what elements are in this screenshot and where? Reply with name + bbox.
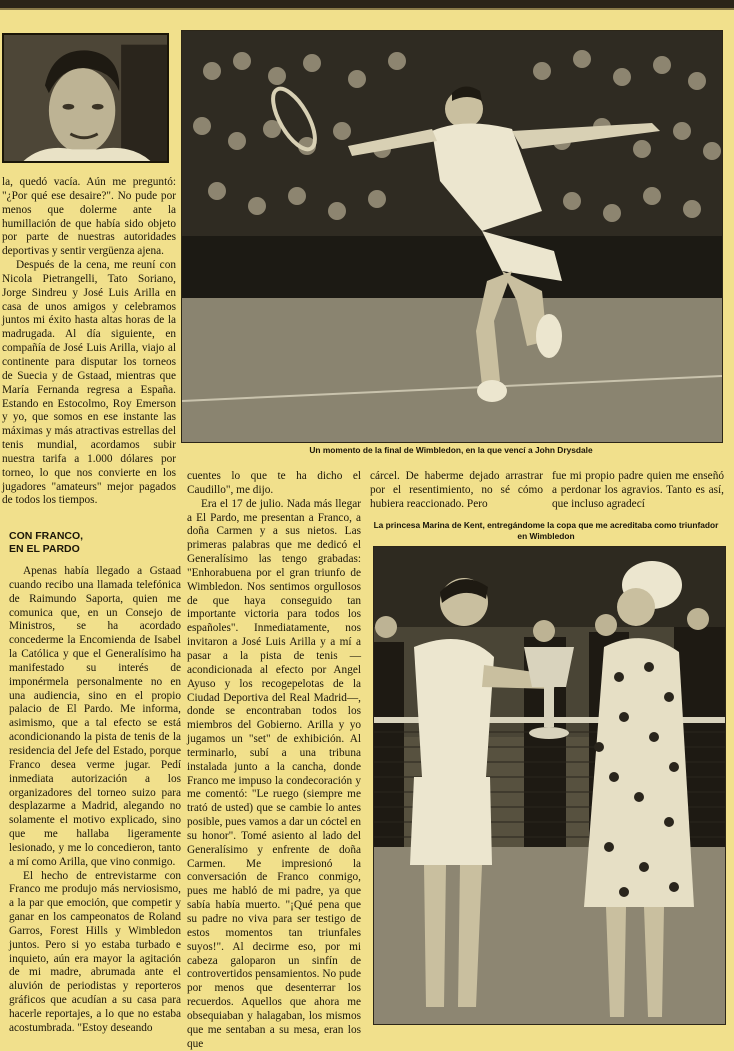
article-column-2 [187,470,361,1051]
portrait-image [4,35,167,161]
article-column-1-upper [2,176,176,508]
section-heading [9,530,181,556]
section-heading-line-1: CON FRANCO, [9,530,84,542]
paragraph: El hecho de entrevistarme con Franco me produjo más nerviosismo, a la par que emoción, que competir y ganar en los campeonatos de Roland Garros, Forest Hills y Wimbledon juntos. Pero si yo estaba turbado e inquieto, aún era mayor la agitación de mi madre, abrumada ante el aluvión de periodistas y reporteros gráficos que acudían a su casa para hacerle reportajes, a lo que no estaba acostumbrada. "Estoy deseando [9,869,181,1034]
paragraph: Apenas había llegado a Gstaad cuando recibo una llamada telefónica de Raimundo Saporta, quien me comunica que, en un Consejo de Ministros, se ha acordado concederme la Encomienda de Isabel la Católica y que el Generalísimo ha manifestado su interés de imponérmela personalmente no en una audiencia, sino en el propio palacio de El Pardo. Me informa, asimismo, que a tal efecto se está acondicionando la pista de tenis de la residencia del Jefe del Estado, porque Franco desea verme jugar. Pedí inmediata autorización a los organizadores del torneo suizo para desplazarme a Madrid, alegando no solamente el motivo explicado, sino que me hallaba ligeramente lesionado, y me lo concedieron, tanto a mí como Arilla, que vino conmigo. [9,565,181,868]
article-column-1-lower [9,530,181,1036]
wimbledon-final-photo [181,30,723,443]
page-top-edge [0,0,734,8]
page-top-rule [0,8,734,10]
paragraph: fue mi propio padre quien me enseñó a perdonar los agravios. Tanto es así, que incluso agradecí [552,470,724,510]
trophy-image [374,547,725,1024]
wimbledon-final-caption: Un momento de la final de Wimbledon, en la que vencí a John Drysdale [309,445,593,455]
wimbledon-final-image [182,31,722,442]
portrait-photo [2,33,169,163]
trophy-caption: La princesa Marina de Kent, entregándome la copa que me acreditaba como triunfador en Wimbledon [373,520,719,541]
article-column-4 [552,470,724,512]
section-heading-line-2: EN EL PARDO [9,543,80,555]
article-column-3 [370,470,543,512]
paragraph: Después de la cena, me reuní con Nicola Pietrangelli, Tato Soriano, Jorge Sindreu y José Luis Arilla en casa de unos amigos y celebramos juntos mi éxito hasta altas horas de la madrugada. Al día siguiente, en compañía de José Luis Arilla, viajo al continente para disputar los torneos de Suecia y de Gstaad, mientras que María Fernanda regresa a España. Estando en Estocolmo, Roy Emerson y yo, que somos en ese instante las máximas y más atractivas estrellas del tenis mundial, acordamos subir nuestra tarifa a 1.000 dólares por torneo, lo que nos convierte en los jugadores "amateurs" mejor pagados de todos los tiempos. [2,259,176,507]
paragraph: la, quedó vacía. Aún me preguntó: "¿Por qué ese desaire?". No pude por menos que dolerme ante la humillación de que había sido objeto por parte de nuestras autoridades deportivas y sentir vergüenza ajena. [2,176,176,258]
paragraph: Era el 17 de julio. Nada más llegar a El Pardo, me presentan a Franco, a doña Carmen y a sus nietos. Las primeras palabras que me dedicó el Generalísimo las tengo grabadas: "Enhorabuena por el gran triunfo de Wimbledon. Nos sentimos orgullosos de que haya conseguido tan importante victoria para todos los españoles". Inmediatamente, nos invitaron a José Luis Arilla y a mí a pasar a la pista de tenis —acondicionada al efecto por Angel Ayuso y los recogepelotas de la Ciudad Deportiva del Real Madrid—, donde se encontraban todos los miembros del Gobierno. Arilla y yo jugamos un "set" de exhibición. Al terminarlo, subí a una tribuna instalada junto a la cancha, donde Franco me impuso la condecoración y me comentó: "Le ruego (siempre me trató de usted) que se cambie lo antes posible, pues vamos a dar un cóctel en su honor". Tomé asiento al lado del Generalísimo y enfrente de doña Carmen. Me impresionó la conversación de Franco conmigo, pues me habló de mi padre, ya que sabía había muerto. "¡Qué pena que su padre no viva para ser testigo de estos momentos tan triunfales suyos!". Al decirme eso, por mi cabeza galoparon un sinfín de controvertidos pensamientos. No pude por menos que desenterrar los recuerdos. Aquellos que ahora me obsequiaban y halagaban, los mismos que me sentaban a su mesa, eran los que [187,497,361,1050]
trophy-photo [373,546,726,1025]
paragraph: cárcel. De haberme dejado arrastrar por el resentimiento, no sé cómo hubiera reaccionado. Pero [370,470,543,510]
paragraph: cuentes lo que te ha dicho el Caudillo", me dijo. [187,470,361,496]
